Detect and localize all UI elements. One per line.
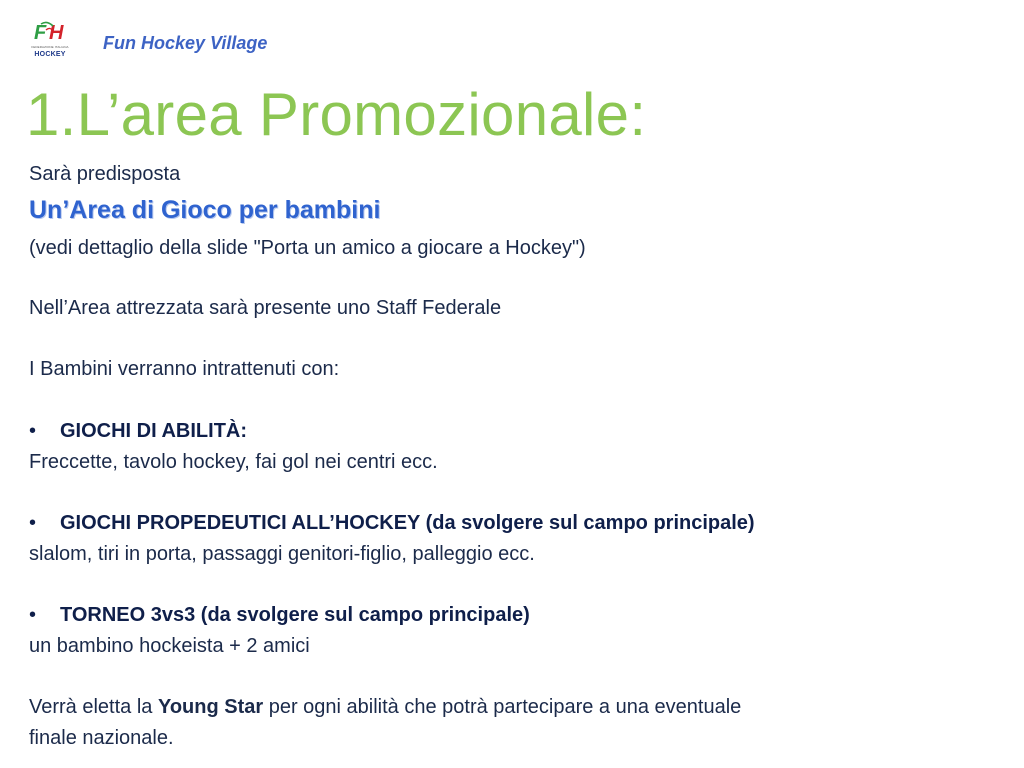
list-item-heading [29,511,755,535]
staff-text: Nell’Area attrezzata sarà presente uno Staff Federale [29,297,502,319]
logo-caption-top: FEDERAZIONE ITALIANA [31,45,69,49]
item-description-2: slalom, tiri in porta, passaggi genitori-figlio, palleggio ecc. [29,543,535,565]
bullet-icon: • [29,420,37,442]
closing-suffix: per ogni abilità che potrà partecipare a una eventuale [263,696,742,718]
closing-text [29,695,741,719]
list-item-heading [29,419,247,443]
highlight-heading: Un’Area di Gioco per bambini [29,196,381,224]
fih-logo-icon [30,20,70,46]
item-heading-2: GIOCHI PROPEDEUTICI ALL’HOCKEY (da svolgere sul campo principale) [60,512,755,534]
federation-logo [30,20,70,60]
page-title: 1.L’area Promozionale: [26,81,647,148]
item-heading-1: GIOCHI DI ABILITÀ: [60,420,248,442]
svg-text:H: H [49,22,64,44]
svg-text:F: F [34,22,47,44]
list-item-heading [29,603,530,627]
bullet-icon: • [29,512,37,534]
closing-prefix: Verrà eletta la [29,696,158,718]
entertain-text: I Bambini verranno intrattenuti con: [29,358,340,380]
brand-title: Fun Hockey Village [103,33,268,53]
detail-text: (vedi dettaglio della slide "Porta un amico a giocare a Hockey") [29,237,586,259]
logo-caption-bottom: HOCKEY [34,51,66,58]
item-description-3: un bambino hockeista + 2 amici [29,635,310,657]
item-heading-3: TORNEO 3vs3 (da svolgere sul campo principale) [60,604,530,626]
closing-text-line2: finale nazionale. [29,727,174,749]
young-star-label: Young Star [157,696,264,718]
intro-text: Sarà predisposta [29,163,181,185]
bullet-icon: • [29,604,37,626]
item-description-1: Freccette, tavolo hockey, fai gol nei centri ecc. [29,451,438,473]
